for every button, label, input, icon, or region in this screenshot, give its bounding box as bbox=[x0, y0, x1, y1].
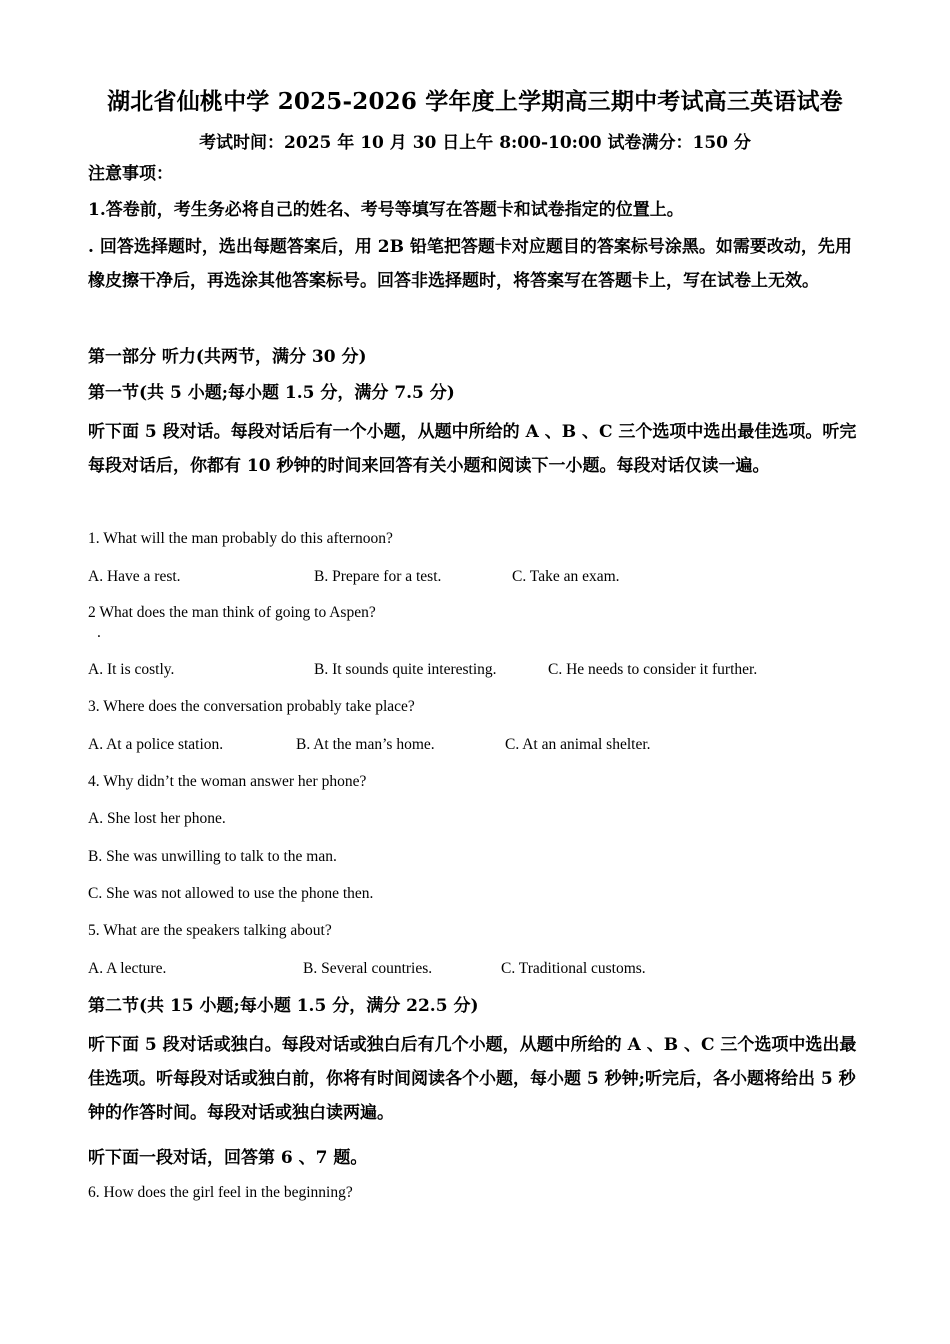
dialogue-intro: 听下面一段对话，回答第 6 、7 题。 bbox=[88, 1148, 368, 1168]
question-1-stem: 1. What will the man probably do this afternoon? bbox=[88, 530, 393, 547]
section2-instructions: 听下面 5 段对话或独白。每段对话或独白后有几个小题，从题中所给的 A 、B 、C 三个选项中选出最佳选项。听每段对话或独白前，你将有时间阅读各个小题，每小题 5 秒钟;听完后，各小题将给出 5 秒钟的作答时间。每段对话或独白读两遍。 bbox=[88, 1035, 857, 1123]
question-2-stem: 2 What does the man think of going to Aspen? bbox=[88, 604, 376, 621]
question-6-stem: 6. How does the girl feel in the beginning? bbox=[88, 1184, 353, 1201]
q2-option-c: C. He needs to consider it further. bbox=[548, 661, 758, 678]
section1-heading: 第一节(共 5 小题;每小题 1.5 分，满分 7.5 分) bbox=[88, 383, 455, 403]
note-item-2: . 回答选择题时，选出每题答案后，用 2B 铅笔把答题卡对应题目的答案标号涂黑。如需要改动，先用橡皮擦干净后，再选涂其他答案标号。回答非选择题时，将答案写在答题卡上，写在试卷上无效。 bbox=[88, 237, 852, 291]
q1-option-c: C. Take an exam. bbox=[512, 568, 620, 585]
q2-option-b: B. It sounds quite interesting. bbox=[314, 661, 497, 678]
part1-heading: 第一部分 听力(共两节，满分 30 分) bbox=[88, 347, 367, 367]
q4-option-a: A. She lost her phone. bbox=[88, 810, 226, 827]
q3-option-b: B. At the man’s home. bbox=[296, 736, 435, 753]
q2-option-a: A. It is costly. bbox=[88, 661, 175, 678]
section2-heading: 第二节(共 15 小题;每小题 1.5 分，满分 22.5 分) bbox=[88, 996, 479, 1016]
q3-option-a: A. At a police station. bbox=[88, 736, 224, 753]
question-4-stem: 4. Why didn’t the woman answer her phone? bbox=[88, 773, 367, 790]
q5-option-b: B. Several countries. bbox=[303, 960, 433, 977]
q3-option-c: C. At an animal shelter. bbox=[505, 736, 651, 753]
question-3-stem: 3. Where does the conversation probably take place? bbox=[88, 698, 415, 715]
question-5-stem: 5. What are the speakers talking about? bbox=[88, 922, 332, 939]
q4-option-c: C. She was not allowed to use the phone then. bbox=[88, 885, 374, 902]
page-title: 湖北省仙桃中学 2025-2026 学年度上学期高三期中考试高三英语试卷 bbox=[107, 88, 843, 115]
note-item-1: 1.答卷前，考生务必将自己的姓名、考号等填写在答题卡和试卷指定的位置上。 bbox=[88, 200, 684, 220]
exam-info: 考试时间：2025 年 10 月 30 日上午 8:00-10:00 试卷满分：150 分 bbox=[199, 133, 751, 153]
section1-instructions: 听下面 5 段对话。每段对话后有一个小题，从题中所给的 A 、B 、C 三个选项中选出最佳选项。听完每段对话后，你都有 10 秒钟的时间来回答有关小题和阅读下一小题。每段对话仅读一遍。 bbox=[88, 422, 857, 476]
question-2-dot: . bbox=[97, 624, 101, 641]
q5-option-a: A. A lecture. bbox=[88, 960, 167, 977]
notes-heading: 注意事项： bbox=[88, 164, 173, 184]
q4-option-b: B. She was unwilling to talk to the man. bbox=[88, 848, 337, 865]
q5-option-c: C. Traditional customs. bbox=[501, 960, 646, 977]
q1-option-a: A. Have a rest. bbox=[88, 568, 181, 585]
q1-option-b: B. Prepare for a test. bbox=[314, 568, 442, 585]
